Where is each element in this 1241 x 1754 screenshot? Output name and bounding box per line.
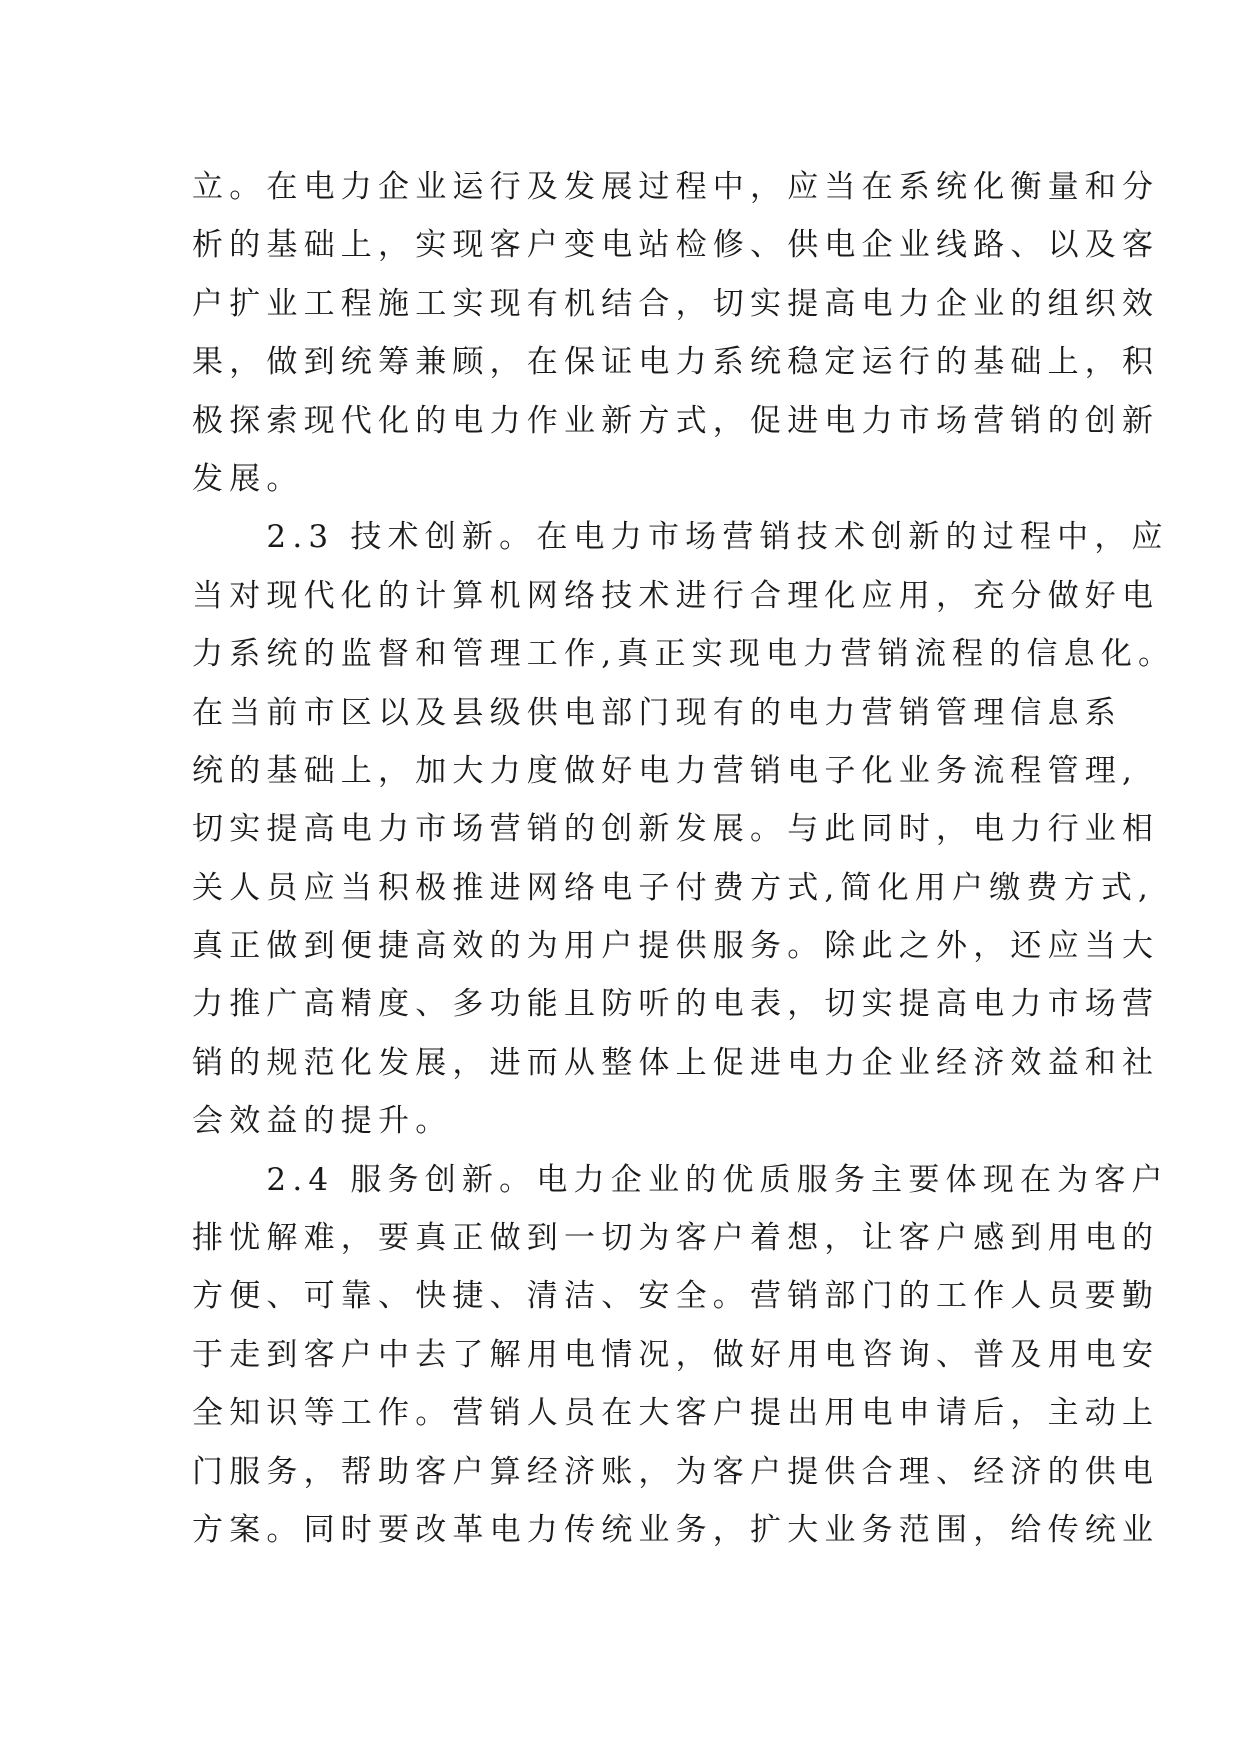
text-line: 发展。: [192, 460, 304, 497]
text-line: 果，做到统筹兼顾，在保证电力系统稳定运行的基础上，积: [192, 344, 1160, 381]
text-line: 2.4 服务创新。电力企业的优质服务主要体现在为客户: [192, 1161, 1169, 1198]
text-line: 方案。同时要改革电力传统业务，扩大业务范围，给传统业: [192, 1511, 1160, 1548]
text-line: 门服务，帮助客户算经济账，为客户提供合理、经济的供电: [192, 1453, 1160, 1490]
text-line: 销的规范化发展，进而从整体上促进电力企业经济效益和社: [192, 1044, 1160, 1081]
text-line: 析的基础上，实现客户变电站检修、供电企业线路、以及客: [192, 227, 1160, 264]
text-line: 力推广高精度、多功能且防听的电表，切实提高电力市场营: [192, 986, 1160, 1023]
text-line: 2.3 技术创新。在电力市场营销技术创新的过程中，应: [192, 519, 1169, 556]
text-line: 关人员应当积极推进网络电子付费方式,简化用户缴费方式,: [192, 869, 1155, 906]
text-line: 全知识等工作。营销人员在大客户提出用电申请后，主动上: [192, 1395, 1160, 1432]
text-line: 当对现代化的计算机网络技术进行合理化应用，充分做好电: [192, 577, 1160, 614]
text-line: 立。在电力企业运行及发展过程中，应当在系统化衡量和分: [192, 169, 1160, 205]
text-line: 统的基础上，加大力度做好电力营销电子化业务流程管理,: [192, 752, 1139, 789]
text-line: 力系统的监督和管理工作,真正实现电力营销流程的信息化。: [192, 636, 1176, 673]
text-line: 排忧解难，要真正做到一切为客户着想，让客户感到用电的: [192, 1220, 1160, 1257]
text-line: 户扩业工程施工实现有机结合，切实提高电力企业的组织效: [192, 285, 1160, 322]
text-line: 会效益的提升。: [192, 1103, 453, 1140]
body-text: [192, 158, 1176, 1559]
text-line: 在当前市区以及县级供电部门现有的电力营销管理信息系: [192, 694, 1122, 731]
text-line: 真正做到便捷高效的为用户提供服务。除此之外，还应当大: [192, 928, 1160, 965]
text-line: 于走到客户中去了解用电情况，做好用电咨询、普及用电安: [192, 1336, 1160, 1373]
text-line: 切实提高电力市场营销的创新发展。与此同时，电力行业相: [192, 811, 1160, 848]
text-line: 方便、可靠、快捷、清洁、安全。营销部门的工作人员要勤: [192, 1278, 1160, 1315]
text-line: 极探索现代化的电力作业新方式，促进电力市场营销的创新: [192, 402, 1160, 439]
